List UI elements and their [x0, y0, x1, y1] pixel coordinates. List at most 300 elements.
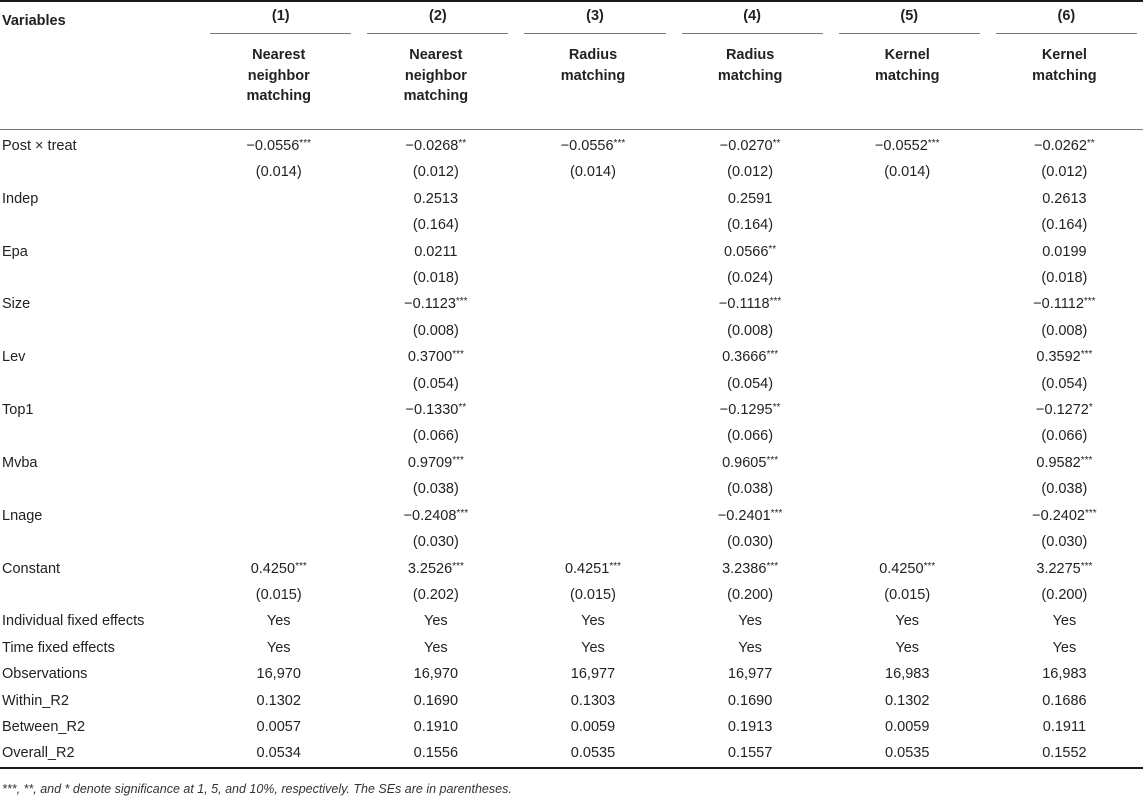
method-row: [0, 39, 1143, 130]
significance-stars: ***: [766, 454, 779, 466]
method-header: [672, 39, 829, 130]
cell-value: 0.0057: [256, 718, 301, 735]
cell-value: Yes: [424, 613, 448, 630]
method-line: Nearest: [409, 47, 463, 63]
table-cell: [672, 186, 829, 212]
cell-value: (0.018): [1041, 270, 1088, 287]
table-row: [0, 130, 1143, 160]
table-cell: [514, 688, 671, 714]
table-cell: [829, 582, 986, 608]
table-cell: [357, 397, 514, 423]
column-number-label: (1): [210, 8, 351, 34]
cell-value: 0.3592: [1036, 349, 1081, 366]
table-cell: [986, 130, 1143, 160]
table-cell: [200, 159, 357, 185]
method-line: matching: [1032, 67, 1097, 84]
cell-value: Yes: [266, 613, 291, 630]
table-cell: [357, 582, 514, 608]
table-cell: [986, 688, 1143, 714]
significance-stars: ***: [452, 349, 464, 361]
row-label: [0, 159, 200, 185]
table-cell: [672, 212, 829, 238]
table-cell: [357, 476, 514, 502]
table-cell: [514, 239, 671, 265]
table-row: [0, 635, 1143, 661]
cell-value: −0.1123: [404, 296, 456, 313]
row-label: Epa: [2, 243, 28, 260]
table-cell: [986, 186, 1143, 212]
table-cell: [986, 212, 1143, 238]
table-cell: [514, 130, 671, 160]
cell-value: (0.200): [727, 586, 774, 603]
cell-value: (0.066): [412, 428, 459, 445]
significance-stars: ***: [452, 560, 464, 572]
row-label: [0, 529, 200, 555]
method-line: Kernel: [1041, 47, 1087, 63]
table-cell: [672, 291, 829, 317]
row-label: [0, 582, 200, 608]
cell-value: (0.030): [1041, 534, 1088, 551]
row-label: Observations: [2, 666, 88, 683]
cell-value: (0.014): [884, 164, 931, 181]
column-number-header: [514, 1, 671, 39]
cell-value: 0.1302: [885, 692, 930, 709]
column-number-label: (6): [996, 8, 1137, 34]
table-cell: [514, 344, 671, 370]
cell-value: −0.0268: [405, 138, 459, 154]
table-cell: [672, 371, 829, 397]
table-cell: [986, 503, 1143, 529]
table-header: [0, 1, 1143, 130]
cell-value: 0.1911: [1042, 718, 1087, 735]
table-row: [0, 714, 1143, 740]
cell-value: −0.1272: [1036, 402, 1089, 419]
table-cell: [672, 397, 829, 423]
table-cell: [672, 582, 829, 608]
cell-value: −0.1295: [719, 402, 773, 419]
cell-value: 0.9709: [407, 454, 453, 471]
row-label: Mvba: [2, 454, 38, 471]
significance-stars: ***: [766, 349, 779, 361]
table-cell: [829, 318, 986, 344]
table-cell: [986, 582, 1143, 608]
table-cell: [514, 503, 671, 529]
table-cell: [672, 688, 829, 714]
significance-stars: **: [772, 402, 781, 414]
cell-value: 3.2526: [407, 560, 453, 577]
cell-value: −0.0556: [560, 138, 614, 154]
table-cell: [200, 608, 357, 634]
cell-value: 0.1557: [727, 745, 773, 762]
table-cell: [986, 159, 1143, 185]
cell-value: 0.1910: [413, 718, 459, 735]
table-row: [0, 556, 1143, 582]
table-cell: [514, 740, 671, 767]
column-number-header: [986, 1, 1143, 39]
cell-value: (0.164): [412, 217, 459, 234]
table-cell: [672, 608, 829, 634]
table-cell: [357, 186, 514, 212]
table-cell: [357, 688, 514, 714]
table-cell: [357, 714, 514, 740]
cell-value: (0.164): [1041, 217, 1088, 234]
method-line: Kernel: [884, 47, 930, 63]
column-number-label: (3): [524, 8, 665, 34]
cell-value: 16,983: [1042, 666, 1087, 683]
table-cell: [829, 740, 986, 767]
table-footnote: ***, **, and * denote significance at 1, 5, and 10%, respectively. The SEs are in parentheses.: [2, 781, 512, 796]
method-header: [829, 39, 986, 130]
table-cell: [200, 423, 357, 449]
significance-stars: **: [1086, 138, 1095, 149]
cell-value: Yes: [895, 639, 920, 656]
row-label: Individual fixed effects: [2, 613, 145, 630]
table-cell: [200, 239, 357, 265]
cell-value: 3.2386: [722, 560, 767, 577]
table-cell: [357, 130, 514, 160]
cell-value: 16,970: [256, 666, 301, 683]
table-cell: [357, 608, 514, 634]
table-row: [0, 186, 1143, 212]
cell-value: Yes: [266, 639, 291, 656]
table-cell: [829, 130, 986, 160]
cell-value: 3.2275: [1036, 560, 1081, 577]
cell-value: 0.4250: [879, 560, 924, 577]
cell-value: −0.2401: [717, 507, 771, 524]
column-number-header: [357, 1, 514, 39]
cell-value: 0.1556: [413, 745, 459, 762]
method-header: [986, 39, 1143, 130]
significance-stars: **: [768, 243, 777, 255]
cell-value: (0.030): [727, 534, 774, 551]
table-cell: [357, 159, 514, 185]
table-cell: [357, 450, 514, 476]
row-label: Size: [2, 296, 31, 313]
cell-value: 0.1302: [256, 692, 301, 709]
column-number-label: (5): [839, 8, 980, 34]
cell-value: (0.030): [412, 534, 459, 551]
column-number-header: [200, 1, 357, 39]
row-label: Top1: [2, 402, 34, 419]
table-cell: [200, 476, 357, 502]
table-cell: [200, 130, 357, 160]
cell-value: 0.3666: [722, 349, 767, 366]
row-label: [0, 318, 200, 344]
row-label: Constant: [2, 560, 61, 577]
cell-value: (0.024): [727, 270, 774, 287]
cell-value: 0.2591: [727, 190, 773, 207]
significance-stars: ***: [295, 560, 307, 572]
table-cell: [672, 556, 829, 582]
row-label: [0, 476, 200, 502]
table-cell: [986, 423, 1143, 449]
table-cell: [672, 503, 829, 529]
method-line: Radius: [725, 47, 775, 63]
cell-value: −0.0552: [874, 138, 928, 154]
table-cell: [829, 212, 986, 238]
column-number-row: [0, 1, 1143, 39]
table-cell: [829, 450, 986, 476]
cell-value: Yes: [738, 613, 762, 630]
column-number-header: [829, 1, 986, 39]
table-cell: [672, 740, 829, 767]
table-cell: [200, 344, 357, 370]
cell-value: (0.015): [884, 586, 931, 603]
table-cell: [357, 371, 514, 397]
table-row: [0, 291, 1143, 317]
table-cell: [200, 740, 357, 767]
table-cell: [672, 265, 829, 291]
cell-value: 0.1913: [727, 718, 773, 735]
table-cell: [200, 661, 357, 687]
table-cell: [986, 450, 1143, 476]
table-row: [0, 371, 1143, 397]
table-row: [0, 582, 1143, 608]
table-cell: [200, 371, 357, 397]
table-cell: [986, 397, 1143, 423]
cell-value: 0.9582: [1036, 454, 1081, 471]
cell-value: Yes: [424, 639, 448, 656]
cell-value: 0.2513: [413, 190, 459, 207]
table-cell: [514, 529, 671, 555]
significance-stars: ***: [1080, 454, 1093, 466]
table-cell: [357, 635, 514, 661]
table-cell: [672, 344, 829, 370]
cell-value: (0.054): [727, 375, 774, 392]
table-cell: [829, 239, 986, 265]
significance-stars: ***: [613, 138, 626, 149]
cell-value: (0.066): [727, 428, 774, 445]
table-cell: [514, 714, 671, 740]
cell-value: (0.008): [412, 322, 459, 339]
significance-stars: *: [1088, 402, 1093, 414]
cell-value: (0.008): [1041, 322, 1088, 339]
table-row: [0, 344, 1143, 370]
table-cell: [672, 450, 829, 476]
table-cell: [829, 371, 986, 397]
cell-value: 0.1690: [413, 692, 459, 709]
significance-stars: ***: [609, 560, 621, 572]
cell-value: 0.0211: [414, 243, 458, 260]
method-header-empty: [0, 39, 200, 130]
cell-value: (0.038): [727, 481, 774, 498]
cell-value: 0.0534: [256, 745, 301, 762]
table-row: [0, 503, 1143, 529]
table-cell: [986, 318, 1143, 344]
significance-stars: ***: [927, 138, 940, 149]
table-row: [0, 397, 1143, 423]
cell-value: (0.012): [727, 164, 774, 181]
method-line: matching: [560, 67, 626, 84]
cell-value: 16,983: [885, 666, 930, 683]
table-cell: [200, 186, 357, 212]
table-cell: [829, 423, 986, 449]
significance-stars: **: [458, 402, 467, 414]
table-cell: [986, 556, 1143, 582]
cell-value: −0.1112: [1033, 296, 1084, 313]
table-cell: [829, 186, 986, 212]
table-cell: [829, 265, 986, 291]
table-cell: [829, 159, 986, 185]
table-cell: [200, 529, 357, 555]
method-line: neighbor: [404, 67, 467, 84]
table-cell: [986, 291, 1143, 317]
table-cell: [514, 476, 671, 502]
table-row: [0, 239, 1143, 265]
cell-value: (0.200): [1041, 586, 1088, 603]
cell-value: (0.054): [1041, 375, 1088, 392]
table-cell: [829, 503, 986, 529]
cell-value: 0.0199: [1042, 243, 1087, 260]
cell-value: (0.054): [412, 375, 459, 392]
table-cell: [357, 529, 514, 555]
table-cell: [986, 265, 1143, 291]
table-row: [0, 740, 1143, 767]
cell-value: −0.0270: [719, 138, 773, 154]
table-cell: [829, 661, 986, 687]
table-cell: [672, 318, 829, 344]
table-cell: [357, 318, 514, 344]
table-cell: [829, 476, 986, 502]
table-cell: [200, 265, 357, 291]
significance-stars: ***: [455, 296, 468, 308]
cell-value: 0.0535: [570, 745, 616, 762]
row-label: Within_R2: [2, 692, 69, 709]
table-cell: [514, 186, 671, 212]
table-cell: [829, 344, 986, 370]
cell-value: 0.1303: [570, 692, 616, 709]
cell-value: (0.008): [727, 322, 774, 339]
cell-value: Yes: [1052, 639, 1077, 656]
significance-stars: ***: [456, 507, 469, 519]
significance-stars: ***: [1080, 349, 1093, 361]
table-cell: [986, 344, 1143, 370]
cell-value: Yes: [895, 613, 920, 630]
table-cell: [200, 714, 357, 740]
row-label: Lnage: [2, 507, 43, 524]
cell-value: 0.0059: [570, 718, 616, 735]
cell-value: (0.202): [412, 586, 459, 603]
row-label: [0, 423, 200, 449]
cell-value: 0.1686: [1042, 692, 1087, 709]
table-row: [0, 423, 1143, 449]
significance-stars: ***: [769, 296, 782, 308]
table-row: [0, 159, 1143, 185]
table-cell: [514, 371, 671, 397]
table-row: [0, 529, 1143, 555]
method-line: Nearest: [252, 47, 306, 63]
table-cell: [200, 212, 357, 238]
table-cell: [514, 556, 671, 582]
row-label: Time fixed effects: [2, 639, 115, 656]
table-cell: [986, 371, 1143, 397]
table-cell: [357, 239, 514, 265]
table-row: [0, 318, 1143, 344]
cell-value: 16,977: [727, 666, 773, 683]
cell-value: (0.014): [255, 164, 302, 181]
significance-stars: ***: [1083, 296, 1096, 308]
cell-value: (0.038): [1041, 481, 1088, 498]
cell-value: (0.164): [727, 217, 774, 234]
significance-stars: **: [458, 138, 467, 149]
cell-value: −0.1330: [405, 402, 459, 419]
table-cell: [672, 661, 829, 687]
method-line: matching: [403, 88, 469, 104]
cell-value: (0.012): [412, 164, 459, 181]
table-cell: [672, 714, 829, 740]
table-row: [0, 450, 1143, 476]
row-label: [0, 265, 200, 291]
table-cell: [200, 635, 357, 661]
table-cell: [357, 661, 514, 687]
table-cell: [357, 265, 514, 291]
cell-value: 0.0535: [885, 745, 930, 762]
table-row: [0, 212, 1143, 238]
table-cell: [829, 608, 986, 634]
table-cell: [357, 291, 514, 317]
row-label: Indep: [2, 190, 39, 207]
cell-value: Yes: [1052, 613, 1077, 630]
variables-header: Variables: [0, 1, 200, 39]
table-cell: [514, 159, 671, 185]
table-cell: [200, 291, 357, 317]
table-cell: [357, 503, 514, 529]
table-cell: [672, 476, 829, 502]
significance-stars: ***: [923, 560, 936, 572]
significance-stars: ***: [1084, 507, 1097, 519]
significance-stars: ***: [770, 507, 783, 519]
table-cell: [200, 397, 357, 423]
table-cell: [829, 688, 986, 714]
cell-value: 0.1690: [727, 692, 773, 709]
method-line: matching: [875, 67, 940, 84]
table-cell: [514, 423, 671, 449]
row-label: Post × treat: [2, 138, 77, 154]
cell-value: (0.066): [1041, 428, 1088, 445]
table-cell: [514, 582, 671, 608]
table-cell: [357, 740, 514, 767]
table-cell: [514, 397, 671, 423]
table-cell: [357, 212, 514, 238]
significance-stars: ***: [1080, 560, 1093, 572]
cell-value: 0.4250: [250, 560, 296, 577]
significance-stars: ***: [766, 560, 779, 572]
cell-value: 0.0059: [885, 718, 930, 735]
table-cell: [986, 714, 1143, 740]
table-cell: [672, 635, 829, 661]
cell-value: −0.2402: [1032, 507, 1085, 524]
cell-value: (0.014): [570, 164, 616, 181]
cell-value: (0.012): [1041, 164, 1088, 181]
table-cell: [200, 318, 357, 344]
method-line: matching: [717, 67, 783, 84]
cell-value: Yes: [581, 613, 605, 630]
table-cell: [200, 688, 357, 714]
table-cell: [672, 159, 829, 185]
significance-stars: **: [772, 138, 781, 149]
cell-value: −0.1118: [718, 296, 770, 313]
method-line: matching: [246, 88, 311, 104]
table-cell: [829, 397, 986, 423]
cell-value: Yes: [581, 639, 605, 656]
method-header: [514, 39, 671, 130]
cell-value: 0.0566: [724, 243, 769, 260]
cell-value: −0.2408: [403, 507, 457, 524]
table-row: [0, 688, 1143, 714]
cell-value: −0.0556: [246, 138, 300, 154]
column-number-label: (2): [367, 8, 508, 34]
row-label: [0, 371, 200, 397]
